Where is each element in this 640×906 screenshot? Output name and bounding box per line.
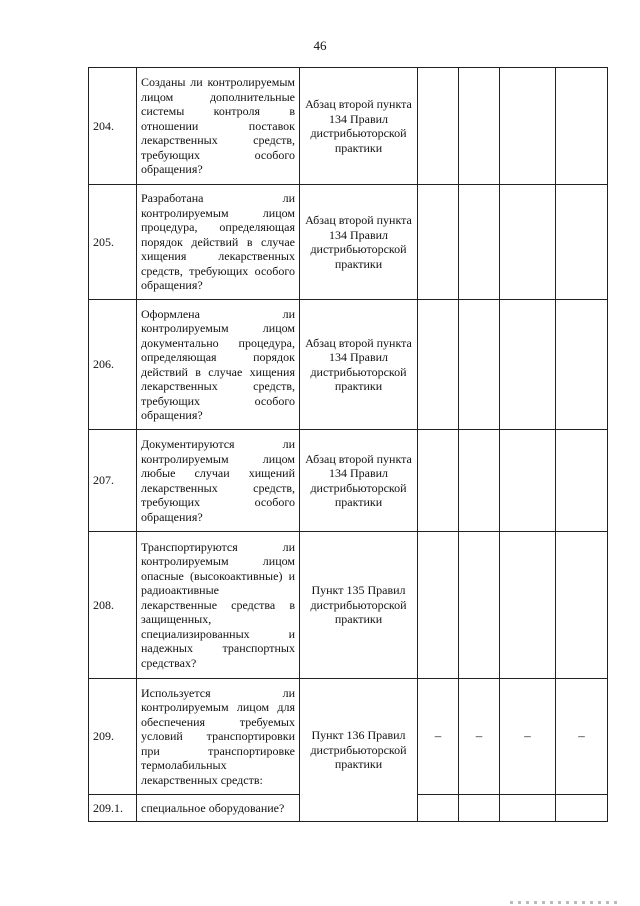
answer-no-cell[interactable] — [459, 300, 500, 430]
note-cell[interactable] — [556, 300, 608, 430]
question-text: Созданы ли контролируемым лицом дополнительные системы контроля в отношении поставок лекарственных средств, требующих особого обращения? — [137, 68, 300, 185]
legal-reference: Абзац второй пункта 134 Правил дистрибьюторской практики — [300, 300, 418, 430]
question-text: специальное оборудование? — [137, 795, 300, 822]
table-row — [89, 532, 608, 679]
answer-yes-cell[interactable] — [418, 68, 459, 185]
answer-yes-cell[interactable] — [418, 430, 459, 532]
note-cell[interactable] — [556, 185, 608, 300]
page-number: 46 — [313, 38, 327, 53]
answer-no-cell[interactable] — [459, 795, 500, 822]
question-text: Документируются ли контролируемым лицом любые случаи хищений лекарственных средств, требующих особого обращения? — [137, 430, 300, 532]
legal-reference: Абзац второй пункта 134 Правил дистрибьюторской практики — [300, 68, 418, 185]
row-number: 208. — [89, 532, 137, 679]
answer-not-applicable-cell[interactable] — [500, 430, 556, 532]
note-cell[interactable] — [556, 795, 608, 822]
answer-not-applicable-cell[interactable] — [500, 300, 556, 430]
answer-yes-cell[interactable] — [418, 185, 459, 300]
row-number: 205. — [89, 185, 137, 300]
question-text: Используется ли контролируемым лицом для обеспечения требуемых условий транспортировки при транспортировке термолабильных лекарственных средств: — [137, 679, 300, 795]
answer-yes-cell[interactable] — [418, 300, 459, 430]
answer-not-applicable-cell[interactable] — [500, 795, 556, 822]
answer-yes-cell[interactable]: – — [418, 679, 459, 795]
question-text: Транспортируются ли контролируемым лицом опасные (высокоактивные) и радиоактивные лекарственные средства в защищенных, специализированных и надежных транспортных средствах? — [137, 532, 300, 679]
row-number: 209. — [89, 679, 137, 795]
question-text: Оформлена ли контролируемым лицом документально процедура, определяющая порядок действий в случае хищения лекарственных средств, требующих особого обращения? — [137, 300, 300, 430]
row-number: 207. — [89, 430, 137, 532]
table-row — [89, 430, 608, 532]
question-text: Разработана ли контролируемым лицом процедура, определяющая порядок действий в случае хищения лекарственных средств, требующих особого обращения? — [137, 185, 300, 300]
row-number: 204. — [89, 68, 137, 185]
legal-reference: Абзац второй пункта 134 Правил дистрибьюторской практики — [300, 430, 418, 532]
legal-reference: Пункт 136 Правил дистрибьюторской практики — [300, 679, 418, 822]
answer-not-applicable-cell[interactable] — [500, 532, 556, 679]
note-cell[interactable] — [556, 68, 608, 185]
note-cell[interactable] — [556, 532, 608, 679]
answer-no-cell[interactable] — [459, 185, 500, 300]
answer-no-cell[interactable] — [459, 430, 500, 532]
answer-yes-cell[interactable] — [418, 532, 459, 679]
answer-not-applicable-cell[interactable]: – — [500, 679, 556, 795]
answer-yes-cell[interactable] — [418, 795, 459, 822]
answer-not-applicable-cell[interactable] — [500, 68, 556, 185]
note-cell[interactable] — [556, 430, 608, 532]
row-number: 206. — [89, 300, 137, 430]
answer-no-cell[interactable]: – — [459, 679, 500, 795]
scan-artifact — [510, 901, 620, 904]
answer-no-cell[interactable] — [459, 532, 500, 679]
table-row — [89, 679, 608, 795]
table-row — [89, 68, 608, 185]
table-row — [89, 300, 608, 430]
checklist-table — [88, 67, 608, 822]
answer-not-applicable-cell[interactable] — [500, 185, 556, 300]
legal-reference: Пункт 135 Правил дистрибьюторской практики — [300, 532, 418, 679]
note-cell[interactable]: – — [556, 679, 608, 795]
row-number: 209.1. — [89, 795, 137, 822]
table-row — [89, 185, 608, 300]
answer-no-cell[interactable] — [459, 68, 500, 185]
legal-reference: Абзац второй пункта 134 Правил дистрибьюторской практики — [300, 185, 418, 300]
